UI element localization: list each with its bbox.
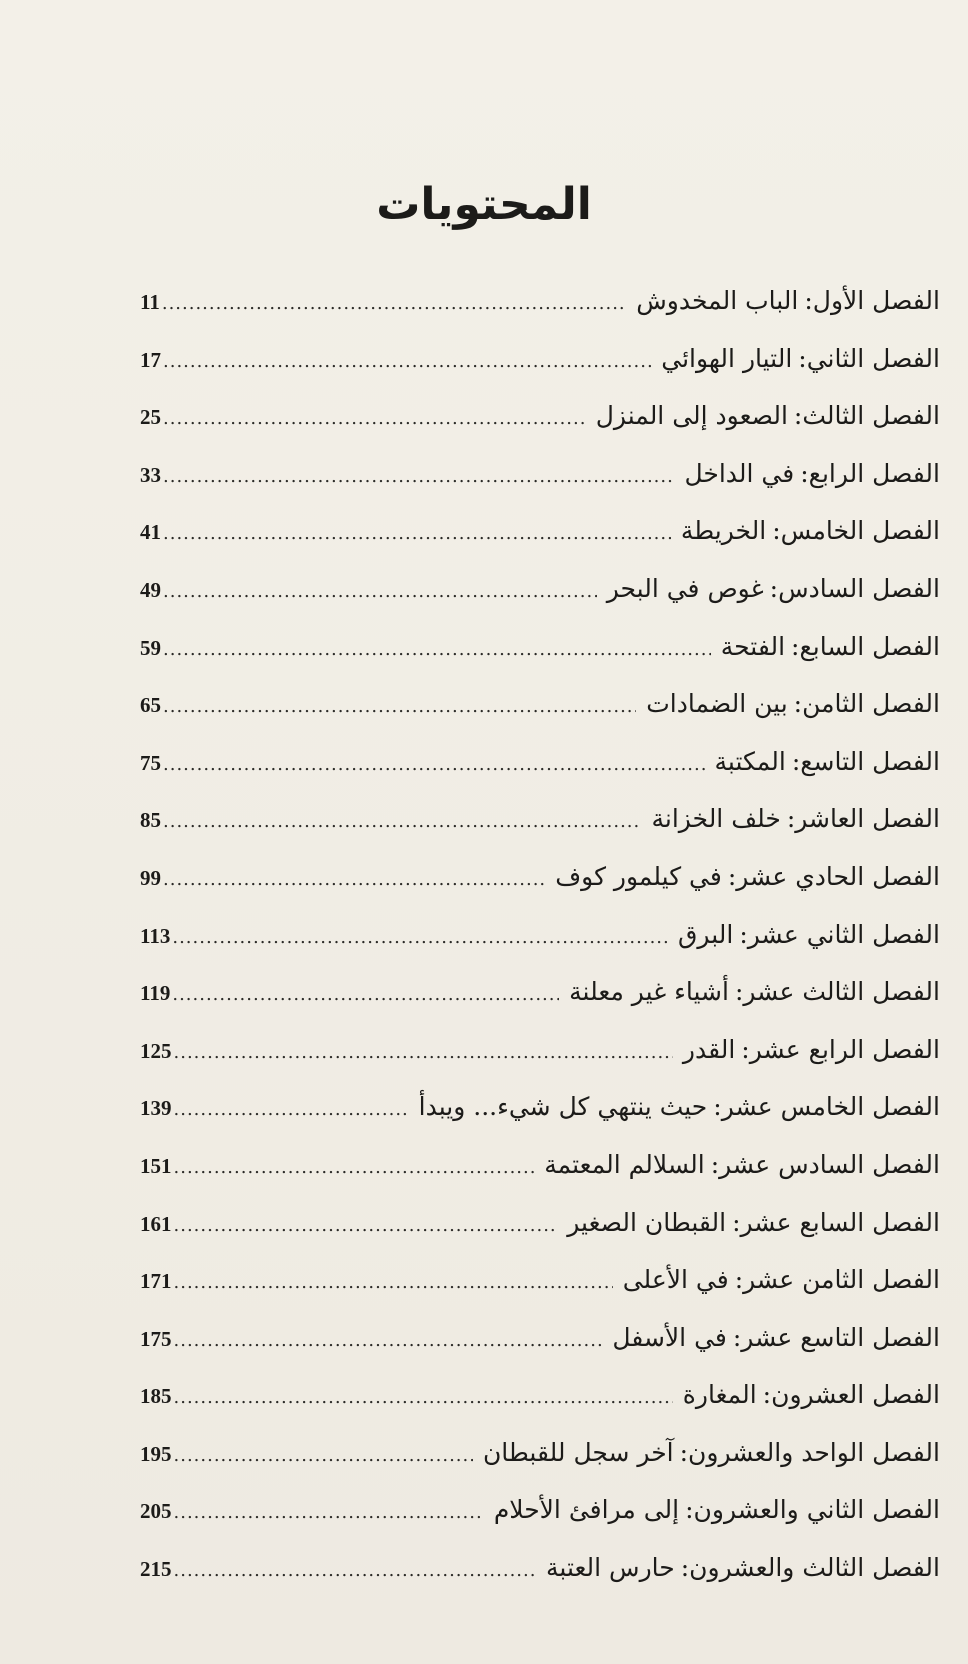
page-number: 215	[140, 1557, 172, 1582]
dot-leader	[174, 1312, 603, 1370]
chapter-title: إلى مرافئ الأحلام	[493, 1495, 680, 1525]
chapter-title: حيث ينتهي كل شيء... ويبدأ	[418, 1092, 708, 1122]
toc-entry-21	[140, 1424, 940, 1482]
page-number: 85	[140, 808, 161, 833]
toc-entry-19	[140, 1309, 940, 1367]
toc-entry-10	[140, 790, 940, 848]
dot-leader	[163, 678, 636, 736]
chapter-label: الفصل الحادي عشر:	[727, 861, 940, 891]
chapter-label: الفصل السادس:	[769, 573, 940, 603]
dot-leader	[163, 505, 671, 563]
chapter-title: في كيلمور كوف	[555, 861, 722, 891]
chapter-title: في الأعلى	[622, 1265, 729, 1295]
chapter-title: آخر سجل للقبطان	[482, 1437, 674, 1467]
chapter-title: أشياء غير معلنة	[569, 977, 729, 1007]
page-number: 119	[140, 981, 171, 1006]
dot-leader	[163, 333, 651, 391]
toc-entry-13	[140, 963, 940, 1021]
chapter-label: الفصل العشرون:	[762, 1380, 940, 1410]
dot-leader	[174, 1369, 673, 1427]
page-number: 195	[140, 1441, 172, 1466]
chapter-title: في الداخل	[684, 458, 795, 488]
page-title: المحتويات	[376, 179, 592, 230]
toc-entry-22	[140, 1481, 940, 1539]
chapter-title: بين الضمادات	[646, 689, 788, 719]
chapter-label: الفصل الثالث:	[793, 401, 940, 431]
chapter-label: الفصل الثالث عشر:	[734, 977, 940, 1007]
toc-entry-16	[140, 1136, 940, 1194]
dot-leader	[163, 621, 711, 679]
chapter-title: في الأسفل	[612, 1322, 727, 1352]
chapter-label: الفصل الخامس عشر:	[713, 1092, 940, 1122]
dot-leader	[174, 1484, 484, 1542]
dot-leader	[163, 851, 545, 909]
chapter-title: الخريطة	[680, 516, 767, 546]
page-number: 205	[140, 1499, 172, 1524]
chapter-label: الفصل الأول:	[804, 286, 940, 315]
toc-entry-23	[140, 1539, 940, 1597]
page-number: 25	[140, 405, 161, 430]
chapter-label: الفصل الثالث والعشرون:	[680, 1553, 940, 1583]
dot-leader	[163, 563, 597, 621]
dot-leader	[174, 1197, 558, 1255]
dot-leader	[174, 1139, 535, 1197]
chapter-label: الفصل الواحد والعشرون:	[679, 1437, 940, 1467]
chapter-label: الفصل الثاني والعشرون:	[685, 1495, 940, 1525]
toc-entry-6	[140, 560, 940, 618]
chapter-label: الفصل التاسع عشر:	[732, 1322, 940, 1352]
dot-leader	[162, 275, 626, 333]
chapter-title: المكتبة	[714, 746, 786, 776]
page-number: 125	[140, 1038, 172, 1063]
chapter-label: الفصل الثامن:	[793, 689, 940, 719]
dot-leader	[163, 736, 705, 794]
page-number: 139	[140, 1096, 172, 1121]
page-number: 17	[140, 347, 161, 372]
toc-entry-17	[140, 1194, 940, 1252]
dot-leader	[174, 1024, 673, 1082]
toc-entry-5	[140, 502, 940, 560]
dot-leader	[172, 966, 559, 1024]
chapter-title: القبطان الصغير	[567, 1207, 727, 1237]
page-number: 171	[140, 1269, 172, 1294]
chapter-title: الباب المخدوش	[636, 286, 799, 315]
chapter-title: غوص في البحر	[606, 573, 764, 603]
dot-leader	[174, 1081, 409, 1139]
dot-leader	[174, 1254, 613, 1312]
chapter-label: الفصل الثاني عشر:	[739, 919, 940, 949]
chapter-label: الفصل الرابع عشر:	[741, 1034, 940, 1064]
chapter-title: الصعود إلى المنزل	[595, 401, 788, 431]
chapter-label: الفصل العاشر:	[786, 804, 940, 834]
toc-entry-3	[140, 387, 940, 445]
dot-leader	[172, 909, 668, 967]
chapter-title: الفتحة	[720, 631, 786, 661]
page-number: 161	[140, 1211, 172, 1236]
chapter-label: الفصل السادس عشر:	[710, 1149, 940, 1179]
toc-entry-1	[140, 272, 940, 330]
dot-leader	[163, 448, 674, 506]
dot-leader	[174, 1427, 473, 1485]
toc-entry-14	[140, 1021, 940, 1079]
chapter-label: الفصل التاسع:	[791, 746, 940, 776]
toc-entry-7	[140, 618, 940, 676]
page-number: 11	[140, 290, 160, 314]
toc-entry-20	[140, 1366, 940, 1424]
chapter-label: الفصل الرابع:	[800, 458, 940, 488]
chapter-title: التيار الهوائي	[661, 343, 793, 373]
toc-entry-15	[140, 1078, 940, 1136]
dot-leader	[174, 1542, 537, 1600]
chapter-title: خلف الخزانة	[651, 804, 781, 834]
chapter-title: المغارة	[682, 1380, 757, 1410]
toc-entry-11	[140, 848, 940, 906]
page-number: 33	[140, 462, 161, 487]
page-number: 41	[140, 520, 161, 545]
chapter-label: الفصل السابع عشر:	[732, 1207, 940, 1237]
page-number: 65	[140, 693, 161, 718]
toc-entry-12	[140, 906, 940, 964]
dot-leader	[163, 793, 641, 851]
toc-entry-4	[140, 445, 940, 503]
chapter-title: حارس العتبة	[546, 1553, 675, 1583]
toc-entry-8	[140, 675, 940, 733]
chapter-title: السلالم المعتمة	[544, 1149, 705, 1179]
chapter-label: الفصل الخامس:	[772, 516, 940, 546]
toc-entry-9	[140, 733, 940, 791]
chapter-label: الفصل الثامن عشر:	[734, 1265, 940, 1295]
toc-entry-2	[140, 330, 940, 388]
chapter-title: البرق	[678, 919, 734, 949]
chapter-title: القدر	[682, 1034, 736, 1064]
dot-leader	[163, 390, 586, 448]
page-number: 185	[140, 1384, 172, 1409]
page-number: 99	[140, 865, 161, 890]
page-number: 151	[140, 1153, 172, 1178]
table-of-contents	[140, 272, 940, 1597]
toc-entry-18	[140, 1251, 940, 1309]
page-number: 59	[140, 635, 161, 660]
page-number: 175	[140, 1326, 172, 1351]
page-number: 75	[140, 750, 161, 775]
page-number: 49	[140, 577, 161, 602]
chapter-label: الفصل الثاني:	[798, 343, 940, 373]
page-number: 113	[140, 923, 171, 948]
chapter-label: الفصل السابع:	[791, 631, 940, 661]
